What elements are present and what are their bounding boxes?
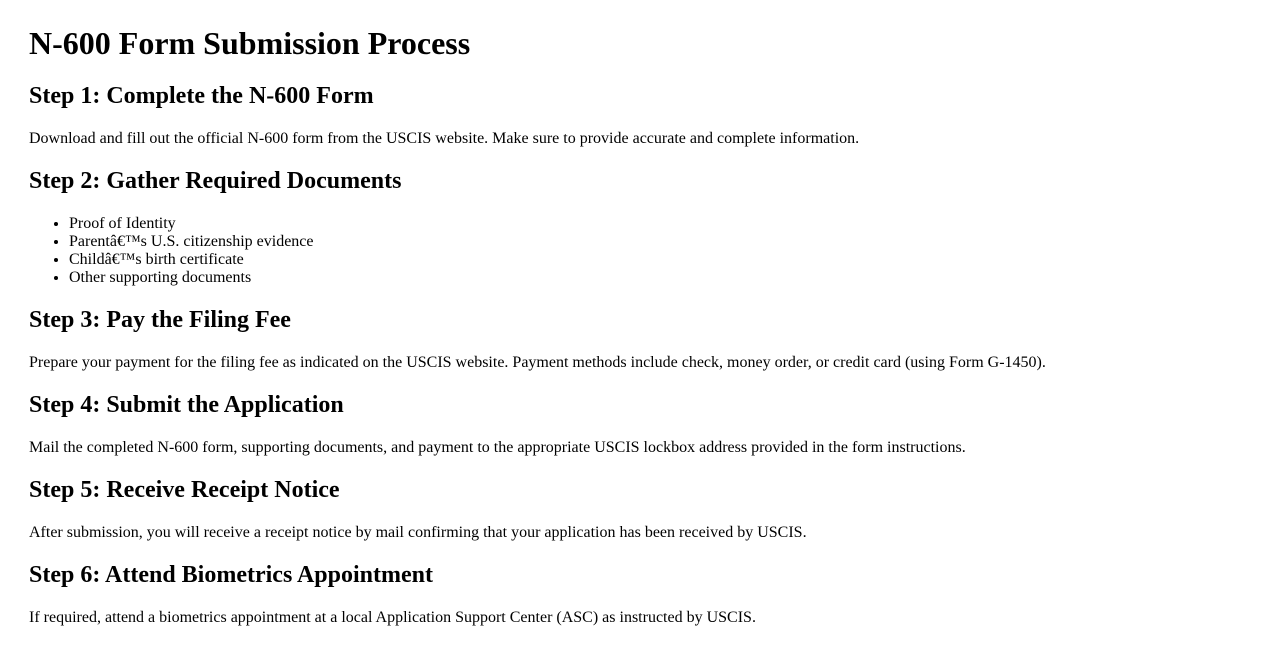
section-heading: Step 3: Pay the Filing Fee <box>29 307 291 333</box>
section-heading: Step 1: Complete the N-600 Form <box>29 83 374 109</box>
required-documents-list <box>29 215 1248 287</box>
section-paragraph: Download and fill out the official N-600 form from the USCIS website. Make sure to provide accurate and complete information. <box>29 130 860 147</box>
section-step-6 <box>29 562 1248 627</box>
section-heading: Step 6: Attend Biometrics Appointment <box>29 562 433 588</box>
section-paragraph: Mail the completed N-600 form, supporting documents, and payment to the appropriate USCIS lockbox address provided in the form instructions. <box>29 439 966 456</box>
list-item: • Parentâ€™s U.S. citizenship evidence <box>69 233 1248 251</box>
list-item: • Proof of Identity <box>69 215 1248 233</box>
section-heading: Step 5: Receive Receipt Notice <box>29 477 340 503</box>
section-step-5 <box>29 477 1248 542</box>
section-step-2 <box>29 168 1248 287</box>
section-heading: Step 4: Submit the Application <box>29 392 344 418</box>
list-item: • Childâ€™s birth certificate <box>69 251 1248 269</box>
section-step-1 <box>29 83 1248 148</box>
page-title: N-600 Form Submission Process <box>29 25 471 61</box>
section-paragraph: If required, attend a biometrics appointment at a local Application Support Center (ASC) as instructed by USCIS. <box>29 609 756 626</box>
section-paragraph: After submission, you will receive a receipt notice by mail confirming that your application has been received by USCIS. <box>29 524 807 541</box>
section-paragraph: Prepare your payment for the filing fee as indicated on the USCIS website. Payment methods include check, money order, or credit card (using Form G-1450). <box>29 354 1046 371</box>
list-item: • Other supporting documents <box>69 269 1248 287</box>
section-step-3 <box>29 307 1248 372</box>
section-step-4 <box>29 392 1248 457</box>
section-heading: Step 2: Gather Required Documents <box>29 168 402 194</box>
